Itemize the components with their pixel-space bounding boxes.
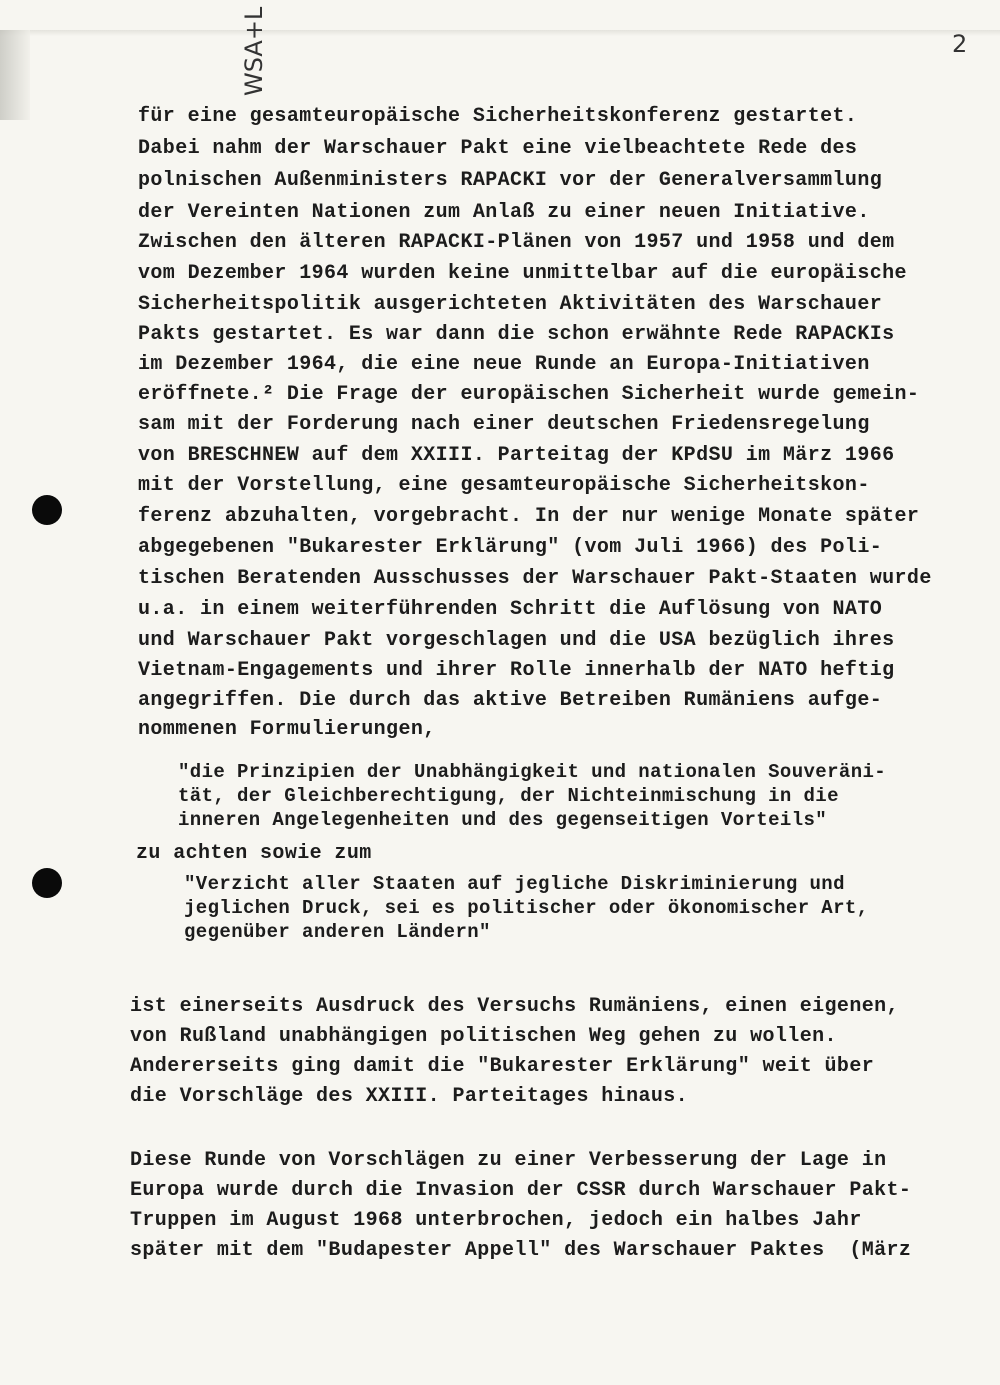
text-line: jeglichen Druck, sei es politischer oder ökonomischer Art, <box>184 897 869 919</box>
text-line: Andererseits ging damit die "Bukarester Erklärung" weit über <box>130 1055 875 1078</box>
text-line: später mit dem "Budapester Appell" des Warschauer Paktes (März <box>130 1239 912 1262</box>
text-line: Pakts gestartet. Es war dann die schon erwähnte Rede RAPACKIs <box>138 323 895 346</box>
scan-edge-top <box>0 30 1000 36</box>
text-line: vom Dezember 1964 wurden keine unmittelbar auf die europäische <box>138 262 907 285</box>
text-line: tät, der Gleichberechtigung, der Nichteinmischung in die <box>178 785 839 807</box>
text-line: für eine gesamteuropäische Sicherheitskonferenz gestartet. <box>138 105 858 128</box>
text-line: Diese Runde von Vorschlägen zu einer Verbesserung der Lage in <box>130 1149 887 1172</box>
handwritten-note: WSA+L <box>240 6 268 96</box>
punch-hole <box>32 868 62 898</box>
text-line: ferenz abzuhalten, vorgebracht. In der nur wenige Monate später <box>138 505 920 528</box>
text-line: und Warschauer Pakt vorgeschlagen und die USA bezüglich ihres <box>138 629 895 652</box>
page-number: 2 <box>952 30 968 58</box>
text-line: nommenen Formulierungen, <box>138 718 436 741</box>
scan-edge-left <box>0 30 30 120</box>
connector-text: zu achten sowie zum <box>136 842 372 865</box>
text-line: polnischen Außenministers RAPACKI vor der Generalversammlung <box>138 169 883 192</box>
text-line: inneren Angelegenheiten und des gegenseitigen Vorteils" <box>178 809 828 831</box>
text-line: im Dezember 1964, die eine neue Runde an Europa-Initiativen <box>138 353 870 376</box>
text-line: Zwischen den älteren RAPACKI-Plänen von 1957 und 1958 und dem <box>138 231 895 254</box>
text-line: angegriffen. Die durch das aktive Betreiben Rumäniens aufge- <box>138 689 883 712</box>
text-line: mit der Vorstellung, eine gesamteuropäische Sicherheitskon- <box>138 474 870 497</box>
text-line: von Rußland unabhängigen politischen Weg gehen zu wollen. <box>130 1025 837 1048</box>
text-line: Vietnam-Engagements und ihrer Rolle innerhalb der NATO heftig <box>138 659 895 682</box>
text-line: tischen Beratenden Ausschusses der Warschauer Pakt-Staaten wurde <box>138 567 932 590</box>
text-line: u.a. in einem weiterführenden Schritt die Auflösung von NATO <box>138 598 883 621</box>
text-line: ist einerseits Ausdruck des Versuchs Rumäniens, einen eigenen, <box>130 995 899 1018</box>
text-line: Sicherheitspolitik ausgerichteten Aktivitäten des Warschauer <box>138 293 883 316</box>
text-line: Dabei nahm der Warschauer Pakt eine vielbeachtete Rede des <box>138 137 858 160</box>
text-line: gegenüber anderen Ländern" <box>184 921 491 943</box>
punch-hole <box>32 495 62 525</box>
text-line: von BRESCHNEW auf dem XXIII. Parteitag der KPdSU im März 1966 <box>138 444 895 467</box>
text-line: "die Prinzipien der Unabhängigkeit und nationalen Souveräni- <box>178 761 887 783</box>
text-line: Truppen im August 1968 unterbrochen, jedoch ein halbes Jahr <box>130 1209 862 1232</box>
text-line: abgegebenen "Bukarester Erklärung" (vom Juli 1966) des Poli- <box>138 536 883 559</box>
text-line: die Vorschläge des XXIII. Parteitages hinaus. <box>130 1085 689 1108</box>
text-line: sam mit der Forderung nach einer deutschen Friedensregelung <box>138 413 870 436</box>
text-line: "Verzicht aller Staaten auf jegliche Diskriminierung und <box>184 873 845 895</box>
text-line: eröffnete.² Die Frage der europäischen Sicherheit wurde gemein- <box>138 383 920 406</box>
text-line: der Vereinten Nationen zum Anlaß zu einer neuen Initiative. <box>138 201 870 224</box>
text-line: Europa wurde durch die Invasion der CSSR durch Warschauer Pakt- <box>130 1179 912 1202</box>
